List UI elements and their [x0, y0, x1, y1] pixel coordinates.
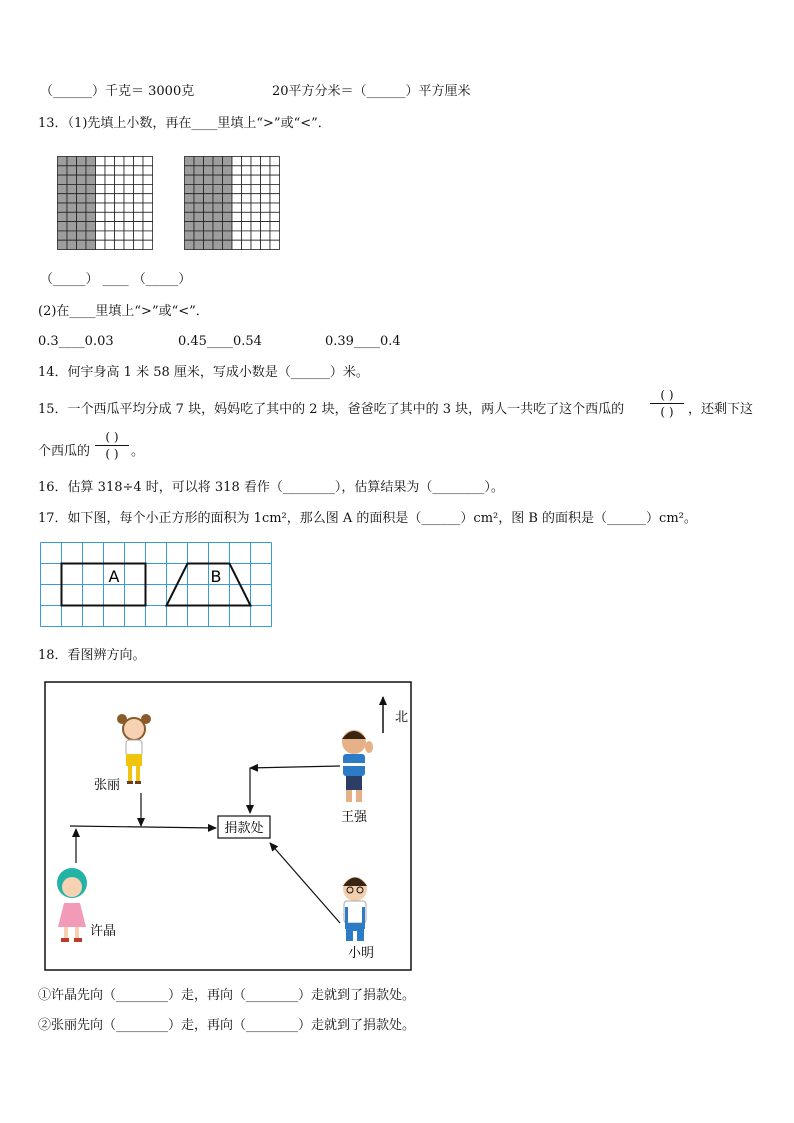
- grid-cell: [270, 166, 280, 175]
- grid-cell: [105, 222, 115, 231]
- fraction-denominator: ( ): [105, 447, 119, 461]
- grid-cell-shaded: [58, 166, 68, 175]
- grid-cell-shaded: [58, 194, 68, 203]
- grid-cell: [96, 194, 106, 203]
- grid-cell: [134, 212, 144, 221]
- grid-cell-shaded: [77, 157, 87, 166]
- q15-question-part2: ，还剩下这: [688, 402, 754, 417]
- grid-cell: [261, 157, 271, 166]
- grid-cell-shaded: [77, 240, 87, 249]
- donation-point-label: 捐款处: [224, 821, 264, 836]
- grid-cell-shaded: [86, 240, 96, 249]
- q13-part1-prompt: 13．（1)先填上小数，再在____里填上“>”或“<”．: [38, 116, 331, 131]
- grid-cell: [242, 184, 252, 193]
- grid-cell: [261, 194, 271, 203]
- q18-subquestion-1: ①许晶先向（________）走，再向（________）走就到了捐款处。: [38, 988, 416, 1003]
- grid-cell-shaded: [58, 203, 68, 212]
- grid-cell: [270, 175, 280, 184]
- fraction-numerator: ( ): [105, 430, 119, 444]
- grid-cell: [105, 157, 115, 166]
- grid-cell-shaded: [67, 166, 77, 175]
- grid-cell-shaded: [204, 194, 214, 203]
- grid-cell: [105, 240, 115, 249]
- grid-cell: [232, 184, 242, 193]
- q13-compare-3: 0.39____0.4: [325, 334, 401, 349]
- grid-cell-shaded: [58, 212, 68, 221]
- grid-cell: [124, 157, 134, 166]
- grid-cell: [143, 222, 153, 231]
- grid-cell: [134, 240, 144, 249]
- grid-cell-shaded: [58, 231, 68, 240]
- figure-a-label: A: [108, 567, 120, 586]
- grid-cell: [96, 166, 106, 175]
- grid-cell-shaded: [213, 212, 223, 221]
- grid-cell: [251, 166, 261, 175]
- grid-cell-shaded: [204, 222, 214, 231]
- grid-cell-shaded: [77, 194, 87, 203]
- grid-cell-shaded: [223, 194, 233, 203]
- grid-cell: [134, 222, 144, 231]
- grid-cell-shaded: [194, 157, 204, 166]
- grid-cell: [261, 222, 271, 231]
- q13-compare-1: 0.3____0.03: [38, 334, 114, 349]
- grid-cell: [115, 240, 125, 249]
- grid-cell: [242, 212, 252, 221]
- north-label: 北: [395, 710, 409, 725]
- grid-cell: [232, 240, 242, 249]
- grid-cell: [232, 166, 242, 175]
- grid-cell: [96, 222, 106, 231]
- grid-cell-shaded: [77, 166, 87, 175]
- grid-cell: [270, 231, 280, 240]
- grid-cell-shaded: [213, 222, 223, 231]
- q15-question-end: 。: [131, 444, 145, 459]
- grid-cell-shaded: [77, 203, 87, 212]
- grid-cell: [96, 203, 106, 212]
- q15-question-part3: 个西瓜的: [38, 444, 91, 459]
- grid-cell: [261, 175, 271, 184]
- grid-cell-shaded: [86, 166, 96, 175]
- q14-question: 14．何宇身高 1 米 58 厘米，写成小数是（______）米。: [38, 365, 369, 380]
- grid-cell: [105, 184, 115, 193]
- grid-cell: [270, 222, 280, 231]
- grid-cell-shaded: [185, 203, 195, 212]
- grid-cell: [143, 231, 153, 240]
- grid-cell: [261, 231, 271, 240]
- grid-cell-shaded: [194, 222, 204, 231]
- grid-cell-shaded: [213, 184, 223, 193]
- grid-cell-shaded: [58, 222, 68, 231]
- grid-cell: [115, 222, 125, 231]
- area-grid-figure: [40, 542, 272, 628]
- grid-cell-shaded: [185, 184, 195, 193]
- grid-cell: [261, 212, 271, 221]
- q12-mass-blank: （______）千克＝ 3000克: [40, 84, 195, 99]
- grid-cell: [124, 184, 134, 193]
- wangqiang-label: 王强: [341, 810, 368, 825]
- q12-area-blank: 20平方分米＝（______）平方厘米: [272, 84, 471, 99]
- grid-cell: [251, 175, 261, 184]
- grid-cell: [261, 240, 271, 249]
- grid-cell: [115, 212, 125, 221]
- grid-cell-shaded: [194, 166, 204, 175]
- grid-cell: [115, 203, 125, 212]
- grid-cell: [96, 157, 106, 166]
- grid-cell: [242, 231, 252, 240]
- grid-cell: [251, 240, 261, 249]
- grid-cell-shaded: [86, 194, 96, 203]
- grid-cell-shaded: [67, 194, 77, 203]
- grid-cell-shaded: [223, 212, 233, 221]
- q16-question: 16．估算 318÷4 时，可以将 318 看作（________），估算结果为（________）。: [38, 480, 504, 495]
- grid-cell-shaded: [67, 157, 77, 166]
- grid-cell: [134, 203, 144, 212]
- grid-cell: [270, 212, 280, 221]
- grid-cell-shaded: [204, 175, 214, 184]
- grid-cell: [143, 194, 153, 203]
- q18-subquestion-2: ②张丽先向（________）走，再向（________）走就到了捐款处。: [38, 1018, 416, 1033]
- grid-cell-shaded: [185, 212, 195, 221]
- grid-cell: [270, 194, 280, 203]
- grid-cell: [124, 194, 134, 203]
- grid-cell-shaded: [86, 184, 96, 193]
- grid-cell-shaded: [185, 194, 195, 203]
- xiaoming-label: 小明: [348, 946, 375, 961]
- grid-cell-shaded: [204, 166, 214, 175]
- grid-cell: [124, 240, 134, 249]
- grid-cell-shaded: [77, 231, 87, 240]
- grid-cell-shaded: [67, 231, 77, 240]
- grid-cell-shaded: [86, 175, 96, 184]
- grid-cell: [232, 231, 242, 240]
- grid-cell: [134, 231, 144, 240]
- grid-cell: [105, 203, 115, 212]
- grid-cell-shaded: [86, 222, 96, 231]
- grid-cell-shaded: [213, 240, 223, 249]
- grid-cell: [105, 175, 115, 184]
- grid-cell: [270, 203, 280, 212]
- grid-cell: [251, 194, 261, 203]
- hundred-grid-2: [184, 156, 281, 250]
- grid-cell: [242, 157, 252, 166]
- grid-cell-shaded: [204, 184, 214, 193]
- grid-cell-shaded: [213, 157, 223, 166]
- grid-cell-shaded: [194, 212, 204, 221]
- q13-compare-2: 0.45____0.54: [178, 334, 262, 349]
- grid-cell: [134, 166, 144, 175]
- xujing-label: 许晶: [90, 924, 117, 939]
- q17-question: 17．如下图，每个小正方形的面积为 1cm²，那么图 A 的面积是（______）cm²，图 B 的面积是（______）cm²。: [38, 511, 697, 526]
- q15-fraction-blank-1: [650, 388, 684, 419]
- grid-cell-shaded: [204, 203, 214, 212]
- grid-cell: [251, 157, 261, 166]
- grid-cell: [232, 157, 242, 166]
- grid-cell: [261, 203, 271, 212]
- grid-cell-shaded: [204, 157, 214, 166]
- grid-cell-shaded: [77, 212, 87, 221]
- direction-map: [44, 681, 412, 971]
- grid-cell-shaded: [67, 222, 77, 231]
- grid-cell-shaded: [213, 194, 223, 203]
- grid-cell-shaded: [194, 175, 204, 184]
- grid-cell: [270, 184, 280, 193]
- grid-cell-shaded: [58, 157, 68, 166]
- grid-cell-shaded: [223, 222, 233, 231]
- grid-cell-shaded: [213, 203, 223, 212]
- grid-cell: [242, 166, 252, 175]
- grid-cell: [143, 240, 153, 249]
- grid-cell: [124, 231, 134, 240]
- grid-cell: [232, 175, 242, 184]
- hundred-grid-1: [57, 156, 154, 250]
- grid-cell-shaded: [213, 231, 223, 240]
- grid-cell: [143, 184, 153, 193]
- grid-cell: [124, 212, 134, 221]
- grid-cell-shaded: [58, 240, 68, 249]
- q13-answer-blanks: （_____） ____ （_____）: [40, 272, 192, 287]
- grid-cell-shaded: [223, 240, 233, 249]
- grid-cell-shaded: [194, 184, 204, 193]
- grid-cell: [115, 194, 125, 203]
- grid-cell: [251, 212, 261, 221]
- grid-cell: [105, 212, 115, 221]
- grid-cell: [115, 175, 125, 184]
- grid-cell-shaded: [223, 157, 233, 166]
- q15-question-part1: 15．一个西瓜平均分成 7 块，妈妈吃了其中的 2 块，爸爸吃了其中的 3 块，两人一共吃了这个西瓜的: [38, 402, 625, 417]
- grid-cell-shaded: [77, 175, 87, 184]
- grid-cell-shaded: [223, 175, 233, 184]
- grid-cell: [134, 194, 144, 203]
- grid-cell: [232, 212, 242, 221]
- grid-cell: [105, 166, 115, 175]
- grid-cell-shaded: [204, 240, 214, 249]
- grid-cell-shaded: [194, 194, 204, 203]
- grid-cell-shaded: [213, 175, 223, 184]
- grid-cell: [143, 203, 153, 212]
- grid-cell: [105, 231, 115, 240]
- grid-cell-shaded: [223, 184, 233, 193]
- grid-cell-shaded: [77, 184, 87, 193]
- grid-cell: [96, 231, 106, 240]
- fraction-denominator: ( ): [660, 405, 674, 419]
- grid-cell: [143, 157, 153, 166]
- grid-cell: [143, 175, 153, 184]
- grid-cell-shaded: [86, 157, 96, 166]
- grid-cell: [251, 231, 261, 240]
- grid-cell: [232, 222, 242, 231]
- grid-cell: [115, 231, 125, 240]
- grid-cell: [115, 157, 125, 166]
- grid-cell: [134, 157, 144, 166]
- grid-cell-shaded: [194, 231, 204, 240]
- zhangli-label: 张丽: [94, 778, 121, 793]
- grid-cell: [232, 194, 242, 203]
- grid-cell: [134, 184, 144, 193]
- fraction-numerator: ( ): [660, 388, 674, 402]
- grid-cell-shaded: [185, 175, 195, 184]
- grid-cell-shaded: [223, 203, 233, 212]
- grid-cell: [124, 175, 134, 184]
- grid-cell-shaded: [185, 157, 195, 166]
- grid-cell-shaded: [67, 212, 77, 221]
- grid-cell: [143, 212, 153, 221]
- grid-cell: [96, 184, 106, 193]
- grid-cell-shaded: [86, 231, 96, 240]
- grid-cell-shaded: [58, 175, 68, 184]
- grid-cell: [251, 203, 261, 212]
- grid-cell: [261, 184, 271, 193]
- grid-cell-shaded: [204, 231, 214, 240]
- grid-cell: [105, 194, 115, 203]
- grid-cell-shaded: [86, 212, 96, 221]
- grid-cell: [124, 203, 134, 212]
- grid-cell-shaded: [67, 240, 77, 249]
- grid-cell: [261, 166, 271, 175]
- grid-cell: [251, 222, 261, 231]
- grid-cell-shaded: [194, 203, 204, 212]
- grid-cell-shaded: [223, 231, 233, 240]
- grid-cell: [270, 240, 280, 249]
- grid-cell: [242, 240, 252, 249]
- grid-cell: [134, 175, 144, 184]
- grid-cell-shaded: [67, 203, 77, 212]
- grid-cell: [270, 157, 280, 166]
- grid-cell-shaded: [67, 175, 77, 184]
- q15-fraction-blank-2: [95, 430, 129, 461]
- grid-cell: [96, 212, 106, 221]
- grid-cell-shaded: [67, 184, 77, 193]
- grid-cell: [251, 184, 261, 193]
- grid-cell-shaded: [185, 166, 195, 175]
- grid-cell-shaded: [223, 166, 233, 175]
- grid-cell: [96, 175, 106, 184]
- grid-cell: [124, 222, 134, 231]
- grid-cell: [143, 166, 153, 175]
- grid-cell-shaded: [185, 222, 195, 231]
- figure-b-label: B: [210, 567, 222, 586]
- grid-cell: [242, 194, 252, 203]
- grid-cell-shaded: [77, 222, 87, 231]
- grid-cell-shaded: [185, 231, 195, 240]
- grid-cell-shaded: [185, 240, 195, 249]
- grid-cell-shaded: [204, 212, 214, 221]
- grid-cell: [242, 222, 252, 231]
- grid-cell-shaded: [194, 240, 204, 249]
- grid-cell-shaded: [86, 203, 96, 212]
- grid-cell: [115, 184, 125, 193]
- grid-cell-shaded: [58, 184, 68, 193]
- grid-cell: [115, 166, 125, 175]
- q13-part2-prompt: (2)在____里填上“>”或“<”．: [38, 304, 209, 319]
- grid-cell: [124, 166, 134, 175]
- grid-cell: [96, 240, 106, 249]
- grid-cell: [232, 203, 242, 212]
- grid-cell: [242, 175, 252, 184]
- q18-question: 18．看图辨方向。: [38, 648, 146, 663]
- grid-cell-shaded: [213, 166, 223, 175]
- grid-cell: [242, 203, 252, 212]
